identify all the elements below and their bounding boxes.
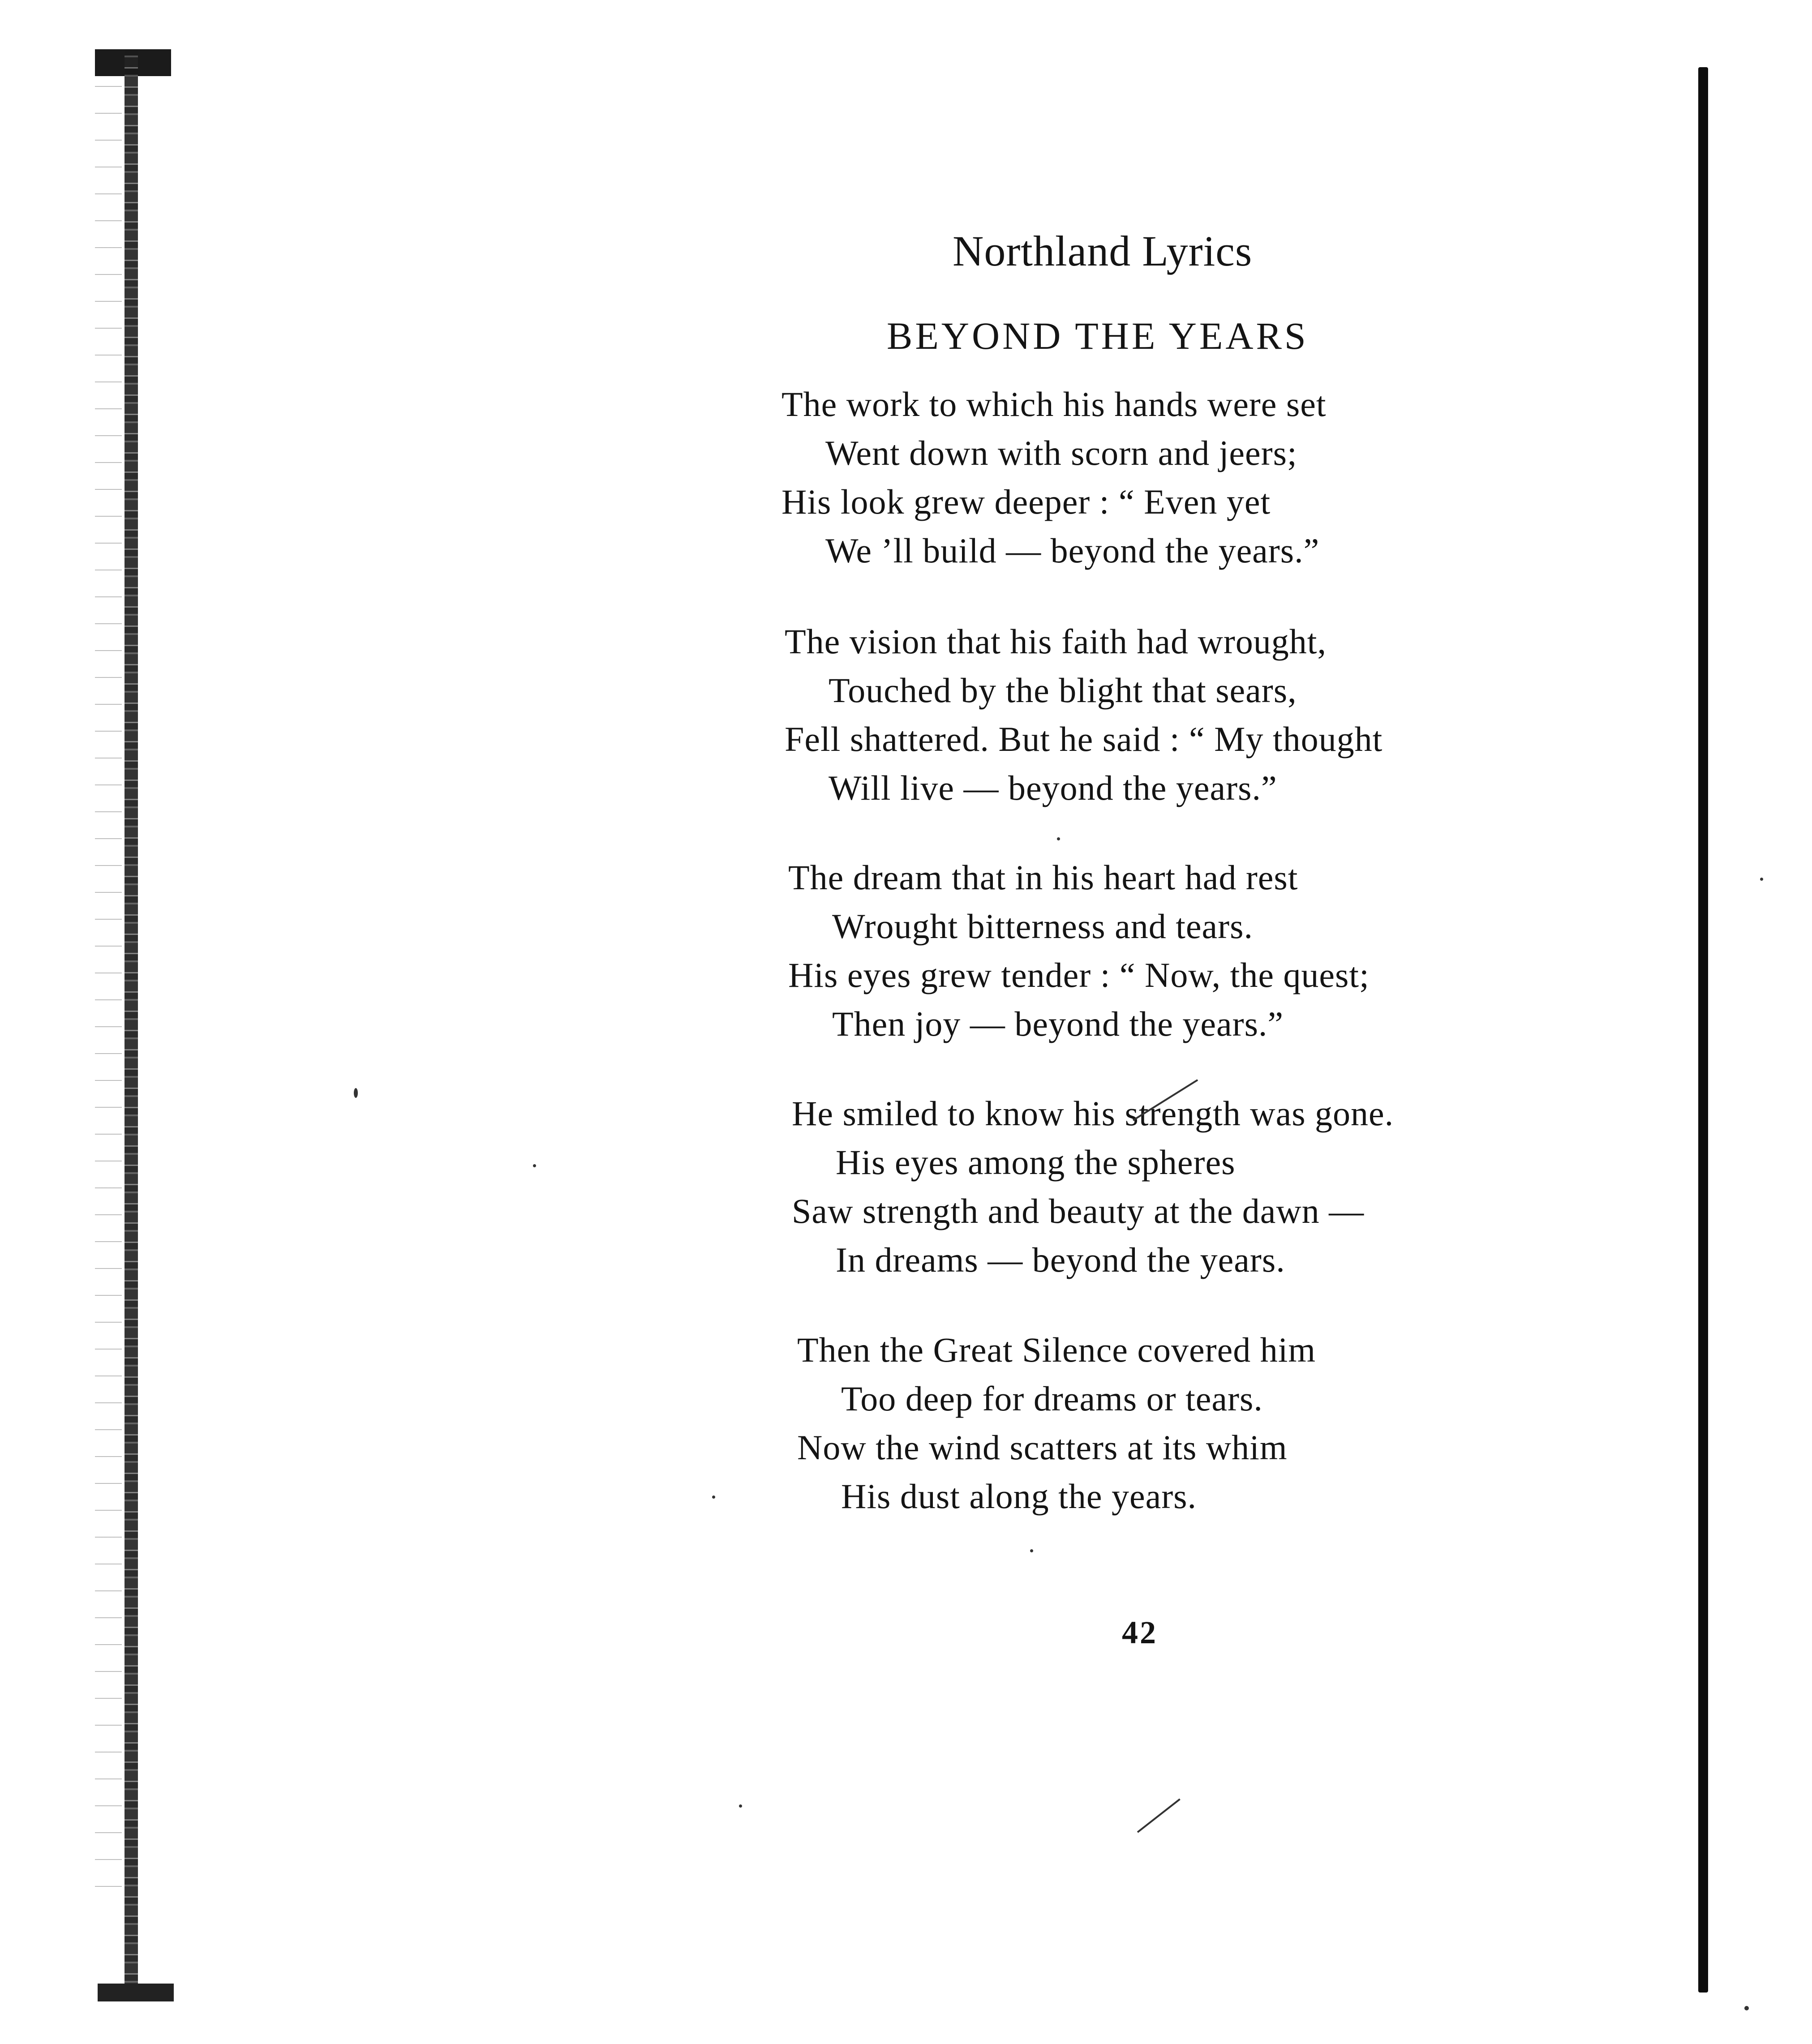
poem-line: Will live — beyond the years.” <box>829 768 1277 807</box>
poem-line: Saw strength and beauty at the dawn — <box>792 1191 1365 1230</box>
poem-line: His eyes among the spheres <box>836 1143 1236 1182</box>
dust-speck <box>354 1088 358 1098</box>
poem-line: Wrought bitterness and tears. <box>832 907 1253 946</box>
poem-line: Fell shattered. But he said : “ My thought <box>785 720 1383 758</box>
dust-speck <box>1030 1549 1033 1552</box>
pen-scratch <box>1137 1799 1181 1833</box>
poem-line: Too deep for dreams or tears. <box>841 1379 1263 1418</box>
poem-line: His dust along the years. <box>841 1477 1197 1516</box>
poem-line: The vision that his faith had wrought, <box>785 622 1327 661</box>
dust-speck <box>1760 878 1763 881</box>
dust-speck <box>1057 837 1060 840</box>
gutter-bottom-shadow <box>98 1984 174 2001</box>
poem-line: He smiled to know his strength was gone. <box>792 1094 1394 1133</box>
poem-line: Then joy — beyond the years.” <box>832 1004 1284 1043</box>
dust-speck <box>712 1496 715 1499</box>
poem-line: Went down with scorn and jeers; <box>825 433 1297 472</box>
scanned-gutter <box>95 49 176 2001</box>
running-head: Northland Lyrics <box>953 227 1253 275</box>
poem-title: BEYOND THE YEARS <box>887 314 1309 357</box>
poem-line: We ’ll build — beyond the years.” <box>825 531 1320 570</box>
gutter-binding-shadow <box>125 49 138 2001</box>
page-number: 42 <box>1122 1615 1158 1650</box>
page-edge-line <box>1698 67 1708 1993</box>
poem-line: Now the wind scatters at its whim <box>797 1428 1288 1467</box>
stanza-5 <box>797 1325 1316 1521</box>
poem-line: The work to which his hands were set <box>781 385 1327 424</box>
poem-line: Then the Great Silence covered him <box>797 1330 1316 1369</box>
gutter-speckle <box>95 76 122 1911</box>
stanza-2 <box>785 617 1383 812</box>
stanza-1 <box>781 380 1327 575</box>
poem-line: The dream that in his heart had rest <box>788 858 1298 897</box>
dust-speck <box>533 1164 536 1167</box>
stanza-4 <box>792 1089 1394 1284</box>
dust-speck <box>739 1804 742 1808</box>
stanza-3 <box>788 853 1370 1048</box>
poem-line: Touched by the blight that sears, <box>829 671 1297 710</box>
poem-line: In dreams — beyond the years. <box>836 1240 1285 1279</box>
poem-line: His eyes grew tender : “ Now, the quest; <box>788 956 1370 994</box>
dust-speck <box>1744 2006 1749 2010</box>
poem-line: His look grew deeper : “ Even yet <box>781 482 1271 521</box>
